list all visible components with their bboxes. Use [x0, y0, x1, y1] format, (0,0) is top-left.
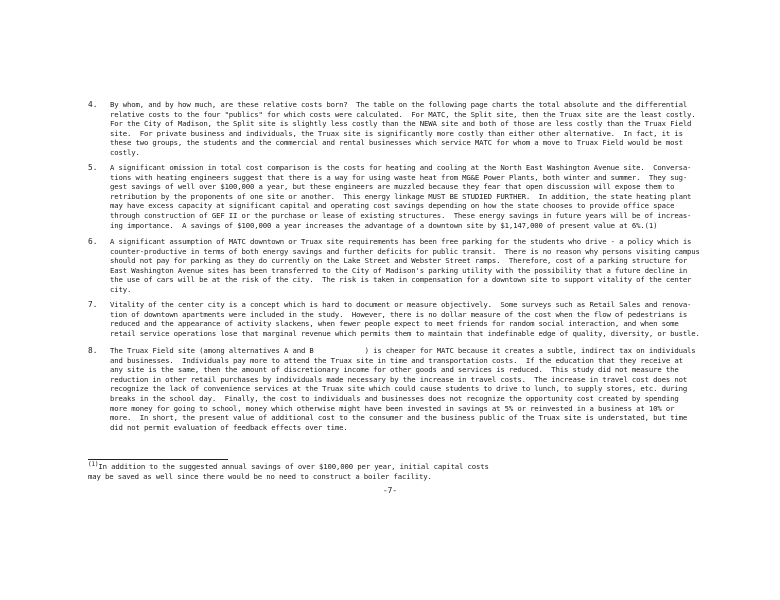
paragraph-line: costly.	[110, 147, 140, 157]
paragraph-line: tion of downtown apartments were included in the study. However, there is no dollar measure of the cost when the flow of pedestrians is	[110, 309, 688, 319]
paragraph-line: A significant omission in total cost comparison is the costs for heating and cooling at the North East Washington Avenue site. Conversa-	[110, 163, 692, 172]
paragraph-line: did not permit evaluation of feedback effects over time.	[110, 422, 348, 432]
paragraph-line: city.	[110, 284, 132, 294]
paragraph-line: relative costs to the four "publics" for which costs were calculated. For MATC, the Split site, then the Truax site are the least costly.	[110, 109, 696, 119]
item-number: 6.	[88, 237, 98, 246]
paragraph-line: may have excess capacity at significant capital and operating cost savings depending on how the state chooses to provide office space	[110, 201, 675, 211]
paragraph-line: recognize the lack of convenience services at the Truax site which could cause students to drive to lunch, to supply stores, etc. during	[110, 384, 688, 394]
paragraph-line: The Truax Field site (among alternatives A and B ) is cheaper for MATC because it creates a subtle, indirect tax on individuals	[110, 346, 696, 355]
item-paragraph	[110, 163, 748, 230]
paragraph-line: through construction of GEF II or the purchase or lease of existing structures. These energy savings in future years will be of increas-	[110, 210, 692, 220]
paragraph-line: reduced and the appearance of activity slackens, when fewer people expect to meet friends for random social interaction, and when some	[110, 319, 679, 329]
footnote-line-2: may be saved as well since there would be no need to construct a boiler facility.	[88, 471, 432, 481]
paragraph-line: more. In short, the present value of additional cost to the consumer and the business public of the Truax site is understated, but time	[110, 413, 688, 423]
paragraph-line: should not pay for parking as they do currently on the Lake Street and Webster Street ramps. Therefore, cost of a parking structure for	[110, 256, 688, 266]
paragraph-line: more money for going to school, money which otherwise might have been invested in savings at 5% or reinvested in a business at 10% or	[110, 403, 675, 413]
paragraph-line: gest savings of well over $100,000 a year, but these engineers are muzzled because they fear that open discussion will expose them to	[110, 182, 675, 192]
item-paragraph	[110, 237, 748, 295]
item-paragraph	[110, 346, 748, 432]
paragraph-line: retail service operations lose that marginal revenue which permits them to maintain that indefinable edge of quality, diversity, or bustle.	[110, 328, 700, 338]
paragraph-line: ing importance. A savings of $100,000 a year increases the advantage of a downtown site by $1,147,000 of present value at 6%.(1)	[110, 220, 658, 230]
paragraph-line: A significant assumption of MATC downtown or Truax site requirements has been free parking for the students who drive - a policy which is	[110, 237, 692, 246]
item-number: 8.	[88, 346, 98, 355]
paragraph-line: counter-productive in terms of both energy savings and further deficits for public transit. There is no reason why persons visiting campus	[110, 246, 700, 256]
paragraph-line: site. For private business and individuals, the Truax site is significantly more costly than either other alternative. In fact, it is	[110, 128, 683, 138]
footnote-marker: (1)	[88, 461, 99, 468]
footnote-line-1: $^{(1)}$In addition to the suggested annual savings of over $100,000 per year, initial capital costs	[88, 461, 489, 471]
paragraph-line: and businesses. Individuals pay more to attend the Truax site in time and transportation costs. If the education that they receive at	[110, 355, 683, 365]
paragraph-line: reduction in other retail purchases by individuals made necessary by the increase in travel costs. The increase in travel cost does not	[110, 374, 688, 384]
paragraph-line: Vitality of the center city is a concept which is hard to document or measure objectively. Some surveys such as Retail Sales and renova-	[110, 300, 692, 309]
item-number: 4.	[88, 100, 98, 109]
paragraph-line: By whom, and by how much, are these relative costs born? The table on the following page charts the total absolute and the differential	[110, 100, 688, 109]
paragraph-line: tions with heating engineers suggest that there is a way for using waste heat from MG&E Power Plants, both winter and summer. They sug-	[110, 172, 688, 182]
paragraph-line: retribution by the proponents of one site or another. This energy linkage MUST BE STUDIED FURTHER. In addition, the state heating plant	[110, 191, 692, 201]
item-paragraph	[110, 100, 748, 158]
item-paragraph	[110, 300, 748, 338]
paragraph-line: these two groups, the students and the commercial and rental businesses which service MATC for whom a move to Truax Field would be most	[110, 138, 683, 148]
item-number: 5.	[88, 163, 98, 172]
paragraph-line: East Washington Avenue sites has been transferred to the City of Madison's parking utility with the possibility that a future decline in	[110, 265, 688, 275]
footnote	[88, 460, 748, 481]
paragraph-line: For the City of Madison, the Split site is slightly less costly than the NEWA site and both of those are less costly than the Truax Field	[110, 119, 692, 129]
paragraph-line: any site is the same, then the amount of discretionary income for other goods and services is reduced. This study did not measure the	[110, 365, 679, 375]
item-number: 7.	[88, 300, 98, 309]
paragraph-line: breaks in the school day. Finally, the cost to individuals and businesses does not recognize the opportunity cost created by spending	[110, 393, 679, 403]
paragraph-line: the use of cars will be at the risk of the city. The risk is taken in compensation for a downtown site to support vitality of the center	[110, 275, 692, 285]
page-number: -7-	[382, 486, 398, 495]
